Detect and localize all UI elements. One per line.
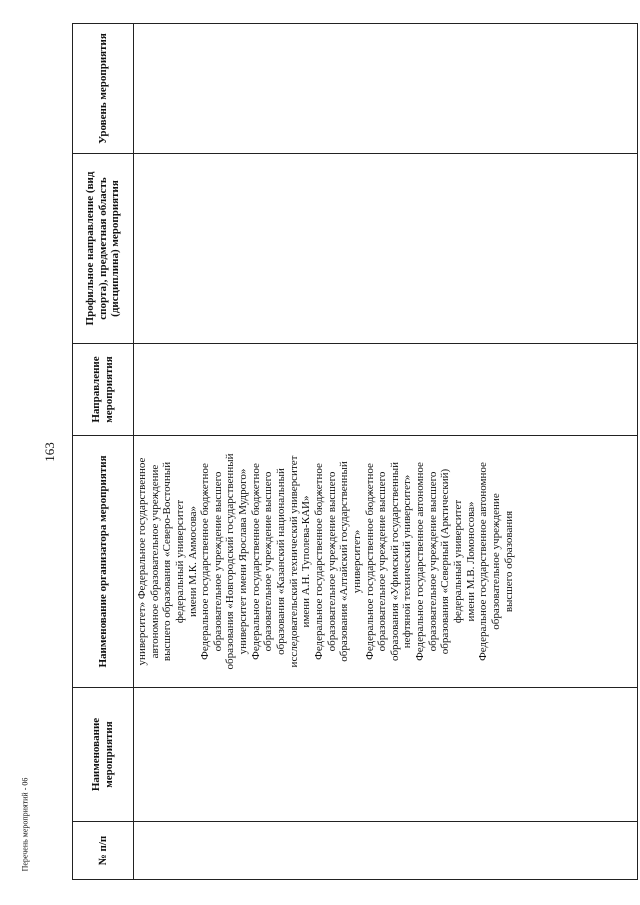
organizer-line: образовательное учреждение высшего [426,471,439,652]
events-table-rotated [72,24,638,880]
organizer-line: образования «Северный (Арктический) [439,468,452,655]
page-number: 163 [42,442,57,462]
organizer-line: федеральный университет [173,499,186,624]
organizer-line: университет» [350,529,363,594]
organizer-line: нефтяной технический университет» [401,474,414,649]
organizer-line: Федеральное государственное бюджетное [312,463,325,660]
organizer-line: образовательное учреждение высшего [262,471,275,652]
events-table-wrapper [72,24,638,880]
header-level: Уровень мероприятия [73,24,134,154]
table-row [134,24,638,880]
organizer-line: образовательное учреждение [489,493,502,630]
organizer-line: высшего образования «Северо-Восточный [161,461,174,662]
organizer-line: университет» Федеральное государственное [136,457,148,666]
table-header-row [73,24,134,880]
organizer-line: университет имени Ярослава Мудрого» [237,468,250,655]
cell-event-name [134,688,638,822]
organizer-line: Федеральное государственное автономное [477,462,490,661]
organizer-line: высшего образования [502,510,515,613]
organizer-line: автономное образовательное учреждение [148,464,161,659]
organizer-line: имени А.Н. Туполева-КАИ» [300,495,313,628]
header-profile: Профильное направление (вид спорта), предметная область (дисциплина) мероприятия [73,154,134,344]
organizer-line: образовательное учреждение высшего [376,471,389,652]
footer-note: Перечень мероприятий - 06 [20,777,30,872]
organizer-line: образовательное учреждение высшего [325,471,338,652]
organizer-list [136,440,515,683]
organizer-line: федеральный университет [452,499,465,624]
events-table [72,23,638,880]
organizer-line: образовательное учреждение высшего [211,471,224,652]
cell-profile [134,154,638,344]
cell-num [134,822,638,880]
organizer-line: Федеральное государственное автономное [414,462,427,661]
organizer-line: имени М.В. Ломоносова» [464,501,477,622]
organizer-line: Федеральное государственное бюджетное [249,463,262,660]
header-event-name: Наименование мероприятия [73,688,134,822]
cell-organizer [134,436,638,688]
organizer-line: Федеральное государственное бюджетное [363,463,376,660]
organizer-line: исследовательский технический университет [287,455,300,668]
header-direction: Направление мероприятия [73,344,134,436]
organizer-line: Федеральное государственное бюджетное [199,463,212,660]
organizer-line: имени М.К. Аммосова» [186,505,199,618]
organizer-line: образования «Уфимский государственный [388,461,401,662]
organizer-line: образования «Алтайский государственный [338,461,351,662]
cell-level [134,24,638,154]
cell-direction [134,344,638,436]
header-num: № п/п [73,822,134,880]
organizer-line: образования «Новгородский государственный [224,453,237,670]
organizer-line: образования «Казанский национальный [275,468,288,655]
header-organizer: Наименование организатора мероприятия [73,436,134,688]
